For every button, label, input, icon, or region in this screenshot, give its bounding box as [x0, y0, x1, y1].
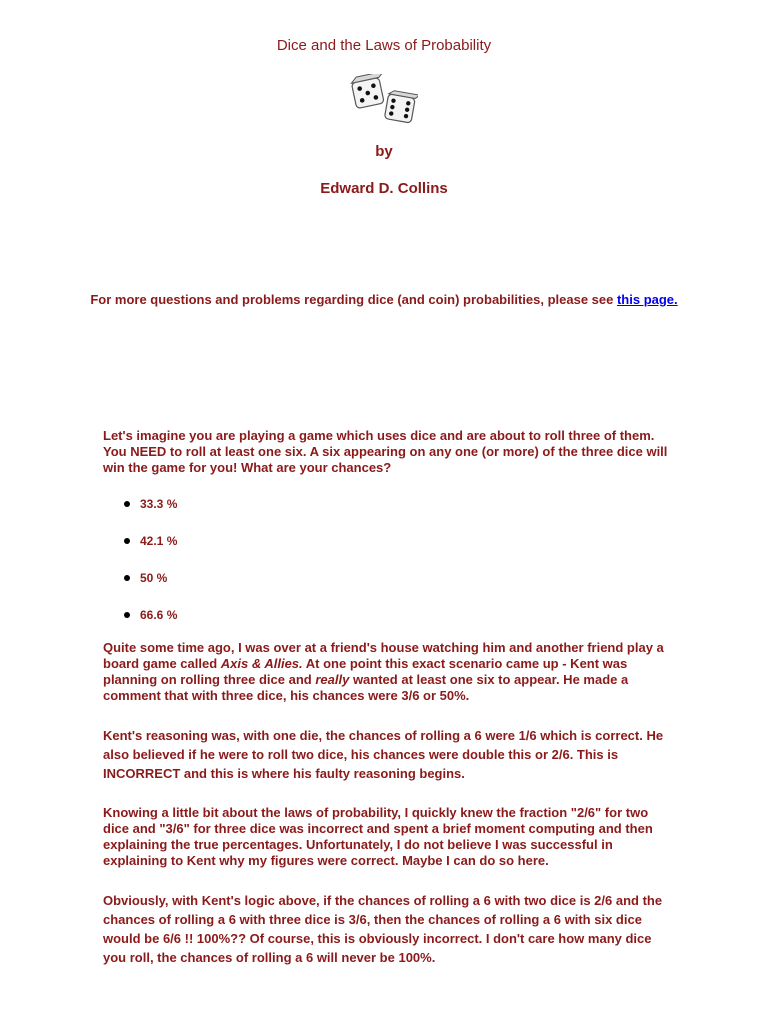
list-item — [103, 570, 668, 586]
more-questions-text: For more questions and problems regarding dice (and coin) probabilities, please see — [90, 292, 617, 307]
this-page-link[interactable]: this page. — [616, 292, 678, 307]
intro-paragraph: Let's imagine you are playing a game which uses dice and are about to roll three of them. You NEED to roll at least one six. A six appearing on any one (or more) of the three dice will win the game for you! What are your chances? — [103, 428, 668, 475]
game-title: Axis & Allies. — [220, 656, 303, 671]
story-text-c: wanted at least one six to appear. He made a comment that with three dice, his chances were 3/6 or 50%. — [103, 672, 629, 703]
story-paragraph — [103, 640, 668, 704]
list-item — [103, 533, 668, 549]
bullet-icon — [124, 538, 130, 544]
list-item — [103, 607, 668, 623]
choice-label: 66.6 % — [140, 608, 178, 622]
choice-label: 50 % — [140, 571, 168, 585]
more-questions-line — [0, 292, 768, 307]
choices-list — [103, 496, 668, 623]
author-name: Edward D. Collins — [320, 180, 448, 197]
story-text-a: Quite some time ago, I was over at a friend's house watching him and another friend play a board game called — [103, 640, 664, 671]
choice-label: 42.1 % — [140, 534, 178, 548]
page-title: Dice and the Laws of Probability — [276, 37, 492, 54]
bullet-icon — [124, 575, 130, 581]
byline-by: by — [375, 143, 393, 160]
dice-icon — [350, 74, 418, 126]
conclusion-paragraph: Obviously, with Kent's logic above, if the chances of rolling a 6 with two dice is 2/6 and the chances of rolling a 6 with three dice is 3/6, then the chances of rolling a 6 with six dice would be 6/6 !! 100%?? Of course, this is obviously incorrect. I don't care how many dice you roll, the chances of rolling a 6 will never be 100%. — [103, 893, 663, 965]
bullet-icon — [124, 612, 130, 618]
article-body — [103, 428, 668, 967]
reasoning-paragraph: Kent's reasoning was, with one die, the chances of rolling a 6 were 1/6 which is correct. He also believed if he were to roll two dice, his chances were double this or 2/6. This is INCORRECT and this is where his faulty reasoning begins. — [103, 728, 664, 781]
list-item — [103, 496, 668, 512]
probability-paragraph: Knowing a little bit about the laws of probability, I quickly knew the fraction "2/6" for two dice and "3/6" for three dice was incorrect and spent a brief moment computing and then explaining the true percentages. Unfortunately, I do not believe I was successful in explaining to Kent why my figures were correct. Maybe I can do so here. — [103, 805, 653, 868]
bullet-icon — [124, 501, 130, 507]
choice-label: 33.3 % — [140, 497, 178, 511]
story-text-b: At one point this exact scenario came up - Kent was planning on rolling three dice and — [103, 656, 628, 687]
emphasis-really: really — [315, 672, 350, 687]
